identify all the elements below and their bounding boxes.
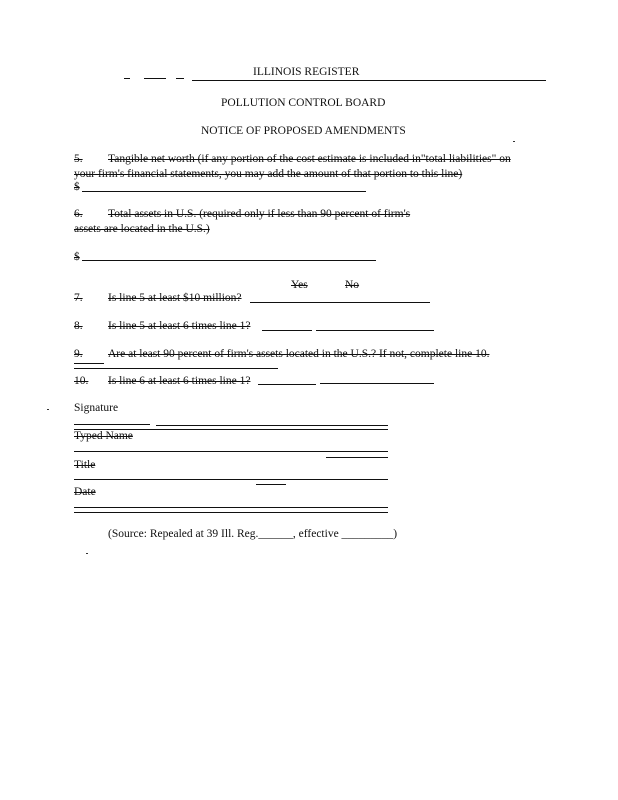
source-note: (Source: Repealed at 39 Ill. Reg.______, effective _________): [108, 528, 398, 540]
typed-name-line-b: [326, 457, 388, 458]
signature-line-a: [74, 424, 150, 425]
title-line: [74, 479, 388, 480]
line10-text: Is line 6 at least 6 times line 1?: [108, 375, 251, 387]
signature-line-b: [156, 425, 388, 426]
signature-label: Signature: [74, 402, 119, 414]
speck: [47, 409, 49, 410]
header-rule-left-1: [124, 78, 130, 79]
date-line: [74, 507, 388, 508]
line7-text: Is line 5 at least $10 million?: [108, 292, 242, 304]
line8-number: 8.: [74, 320, 83, 332]
header-rule-left-2: [144, 78, 166, 79]
line9-blank-a: [74, 363, 104, 364]
line8-blank-yes: [262, 330, 312, 331]
line5-text-2: your firm's financial statements, you may add the amount of that portion to this line): [74, 168, 463, 180]
line9-text: Are at least 90 percent of firm's assets located in the U.S.? If not, complete line 10.: [108, 348, 490, 360]
notice-title: NOTICE OF PROPOSED AMENDMENTS: [201, 125, 406, 137]
typed-name-line: [74, 451, 388, 452]
header-rule: [192, 80, 546, 81]
line6-blank: [82, 260, 376, 261]
line6-text-2: assets are located in the U.S.): [74, 223, 210, 235]
line8-blank-no: [316, 330, 434, 331]
line10-number: 10.: [74, 375, 89, 387]
typed-name-label: Typed Name: [74, 430, 133, 442]
date-label: Date: [74, 486, 96, 498]
line10-blank-yes: [258, 384, 316, 385]
line8-text: Is line 5 at least 6 times line 1?: [108, 320, 251, 332]
line7-blank: [250, 302, 430, 303]
yes-header: Yes: [291, 279, 308, 291]
date-line-b: [74, 512, 388, 513]
register-title: ILLINOIS REGISTER: [253, 66, 360, 78]
line7-number: 7.: [74, 292, 83, 304]
title-label: Title: [74, 459, 96, 471]
line5-text-1: Tangible net worth (if any portion of the cost estimate is included in"total liabilities" on: [108, 153, 511, 165]
line9-number: 9.: [74, 348, 83, 360]
line6-dollar: $: [74, 251, 80, 263]
line6-text-1: Total assets in U.S. (required only if less than 90 percent of firm's: [108, 208, 411, 220]
no-header: No: [345, 279, 360, 291]
line10-blank-no: [320, 383, 434, 384]
board-title: POLLUTION CONTROL BOARD: [221, 97, 386, 109]
line5-number: 5.: [74, 153, 83, 165]
line5-blank: [82, 191, 366, 192]
header-rule-left-3: [176, 78, 184, 79]
speck: [86, 553, 88, 554]
title-line-b: [256, 484, 286, 485]
line5-dollar: $: [74, 181, 80, 193]
line9-blank: [74, 368, 278, 369]
line6-number: 6.: [74, 208, 83, 220]
speck: [513, 141, 515, 142]
